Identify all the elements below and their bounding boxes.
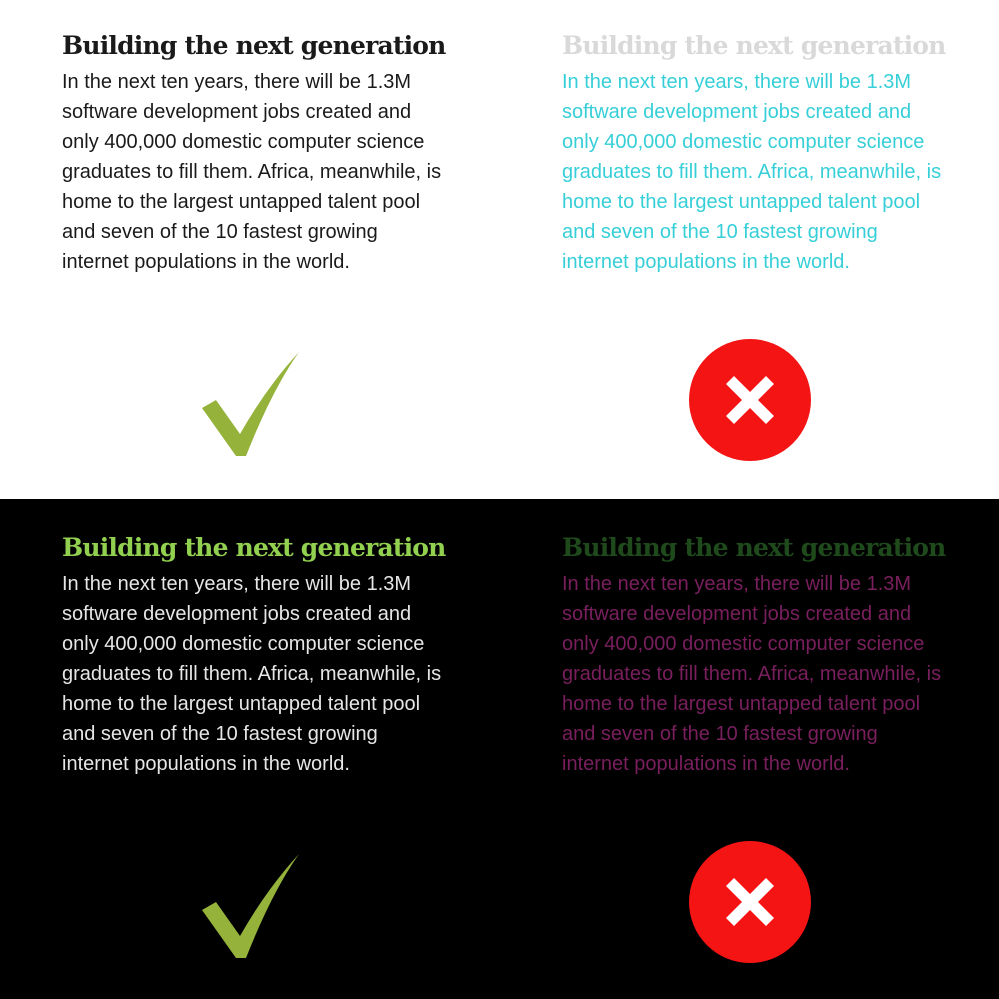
- panel-title: Building the next generation: [62, 533, 446, 562]
- panel-body-text: In the next ten years, there will be 1.3M software development jobs created and only 400,000 domestic computer science graduates to fill them. Africa, meanwhile, is home to the largest untapped talent pool and seven of the 10 fastest growing internet populations in the world.: [562, 71, 942, 273]
- example-panel-light-on-white: [562, 31, 962, 277]
- check-icon: [198, 852, 304, 962]
- panel-body-text: In the next ten years, there will be 1.3M software development jobs created and only 400,000 domestic computer science graduates to fill them. Africa, meanwhile, is home to the largest untapped talent pool and seven of the 10 fastest growing internet populations in the world.: [562, 573, 942, 775]
- check-icon: [198, 350, 304, 460]
- cross-icon: [688, 338, 812, 462]
- cross-icon: [688, 840, 812, 964]
- panel-title: Building the next generation: [562, 31, 946, 60]
- panel-body-text: In the next ten years, there will be 1.3M software development jobs created and only 400,000 domestic computer science graduates to fill them. Africa, meanwhile, is home to the largest untapped talent pool and seven of the 10 fastest growing internet populations in the world.: [62, 573, 442, 775]
- example-panel-light-on-black: [62, 533, 462, 779]
- example-panel-dark-on-white: [62, 31, 462, 277]
- panel-title: Building the next generation: [562, 533, 946, 562]
- panel-body-text: In the next ten years, there will be 1.3M software development jobs created and only 400,000 domestic computer science graduates to fill them. Africa, meanwhile, is home to the largest untapped talent pool and seven of the 10 fastest growing internet populations in the world.: [62, 71, 442, 273]
- panel-title: Building the next generation: [62, 31, 446, 60]
- example-panel-dark-on-black: [562, 533, 962, 779]
